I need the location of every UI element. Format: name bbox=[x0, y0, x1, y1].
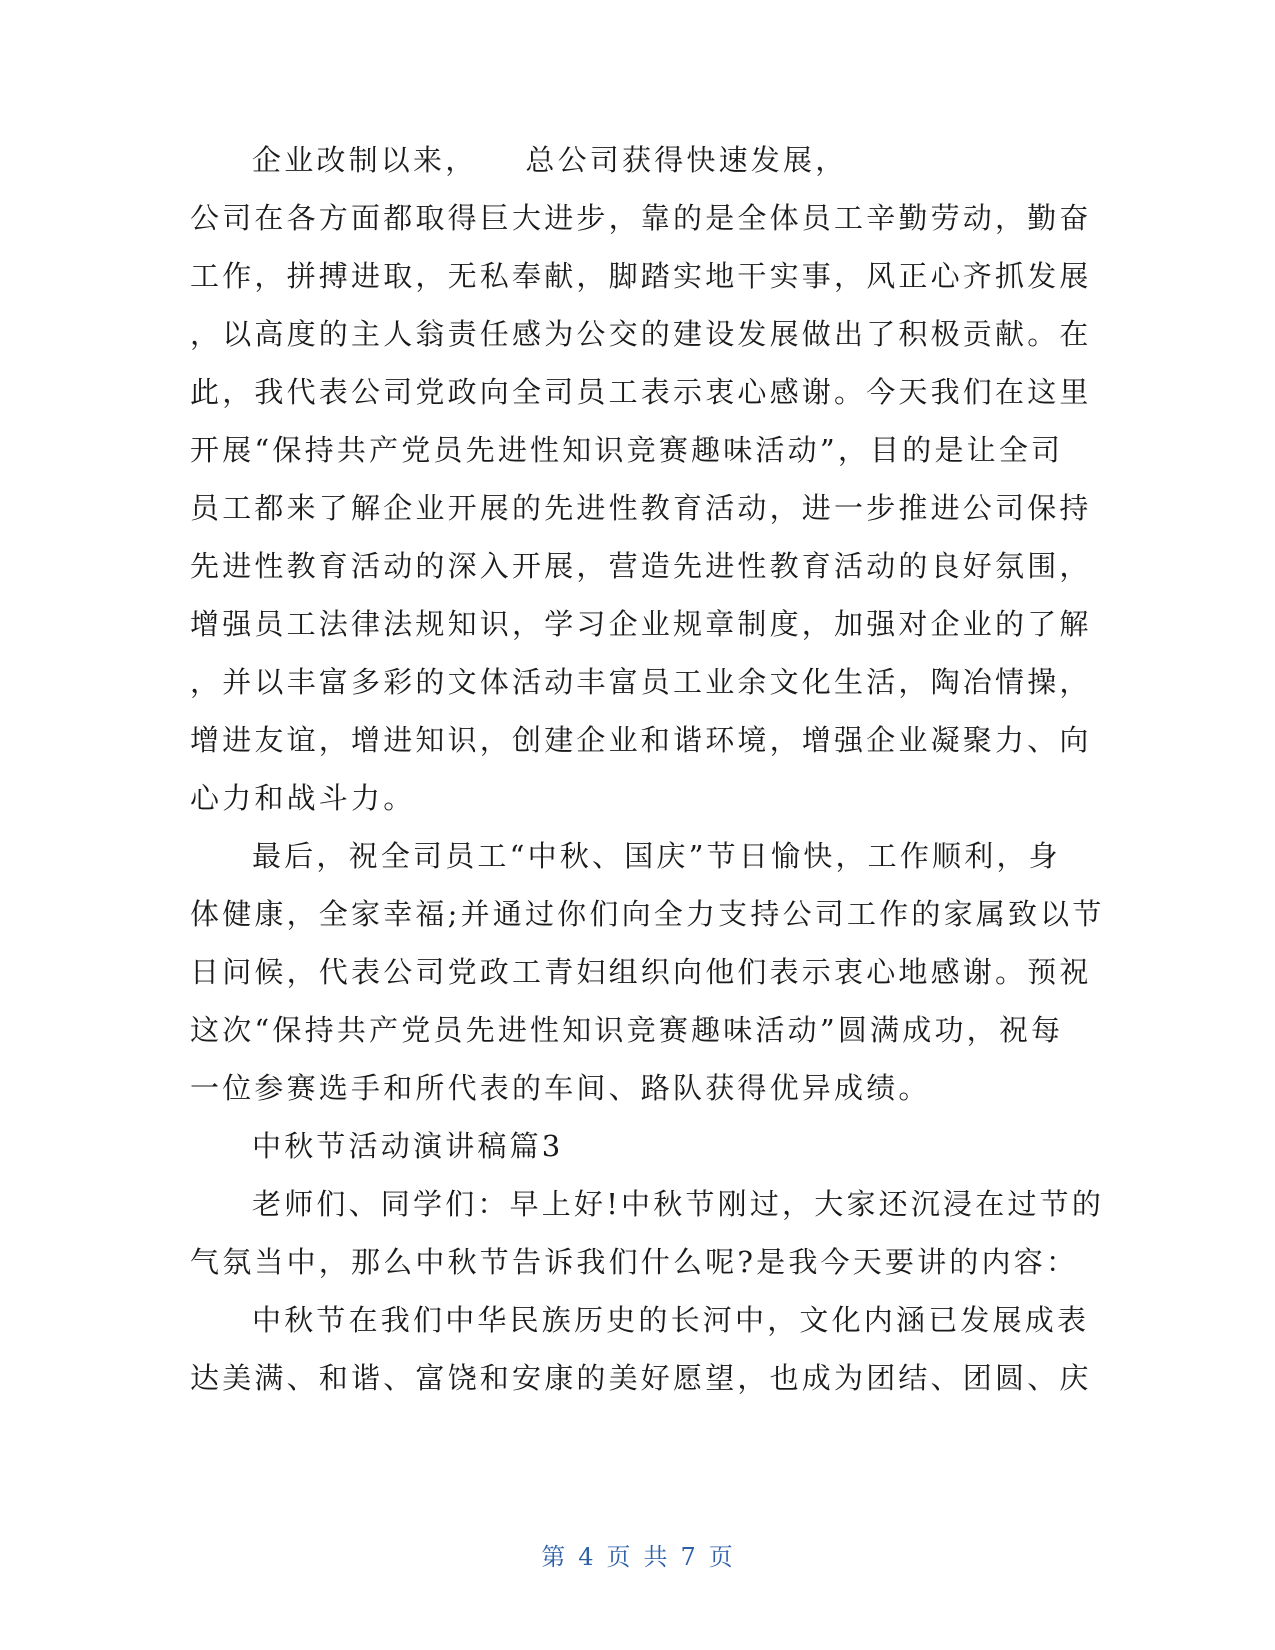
paragraph-line: 一位参赛选手和所代表的车间、路队获得优异成绩。 bbox=[190, 1071, 931, 1105]
text-segment: 总公司获得快速发展， bbox=[525, 143, 848, 177]
paragraph-line: 体健康，全家幸福;并通过你们向全力支持公司工作的家属致以节 bbox=[190, 897, 1105, 931]
paragraph-line: 增强员工法律法规知识，学习企业规章制度，加强对企业的了解 bbox=[190, 607, 1092, 641]
total-pages-number: 7 bbox=[680, 1543, 697, 1571]
paragraph-line: 此，我代表公司党政向全司员工表示衷心感谢。今天我们在这里 bbox=[190, 375, 1092, 409]
page-footer bbox=[0, 1537, 1275, 1572]
text-segment: 企业改制以来， bbox=[252, 143, 478, 177]
section-heading: 中秋节活动演讲稿篇3 bbox=[252, 1129, 564, 1163]
paragraph-line: 气氛当中，那么中秋节告诉我们什么呢?是我今天要讲的内容： bbox=[190, 1245, 1079, 1279]
footer-suffix: 页 bbox=[708, 1543, 734, 1571]
footer-total-prefix: 共 bbox=[643, 1543, 669, 1571]
paragraph-line: ，并以丰富多彩的文体活动丰富员工业余文化生活，陶冶情操， bbox=[190, 665, 1092, 699]
paragraph-line: 老师们、同学们：早上好!中秋节刚过，大家还沉浸在过节的 bbox=[252, 1187, 1105, 1221]
paragraph-line: 最后，祝全司员工“中秋、国庆”节日愉快，工作顺利，身 bbox=[252, 839, 1061, 873]
current-page-number: 4 bbox=[578, 1543, 595, 1571]
paragraph-line: 工作，拼搏进取，无私奉献，脚踏实地干实事，风正心齐抓发展 bbox=[190, 259, 1092, 293]
paragraph-line: 达美满、和谐、富饶和安康的美好愿望，也成为团结、团圆、庆 bbox=[190, 1361, 1092, 1395]
paragraph-line: 开展“保持共产党员先进性知识竞赛趣味活动”，目的是让全司 bbox=[190, 433, 1064, 467]
paragraph-line: 增进友谊，增进知识，创建企业和谐环境，增强企业凝聚力、向 bbox=[190, 723, 1092, 757]
footer-mid: 页 bbox=[606, 1543, 632, 1571]
paragraph-line: 心力和战斗力。 bbox=[190, 781, 416, 815]
paragraph-line: 公司在各方面都取得巨大进步，靠的是全体员工辛勤劳动，勤奋 bbox=[190, 201, 1092, 235]
paragraph-line bbox=[252, 140, 847, 180]
paragraph-line: 日问候，代表公司党政工青妇组织向他们表示衷心地感谢。预祝 bbox=[190, 955, 1092, 989]
paragraph-line: 中秋节在我们中华民族历史的长河中，文化内涵已发展成表 bbox=[252, 1303, 1090, 1337]
paragraph-line: 这次“保持共产党员先进性知识竞赛趣味活动”圆满成功，祝每 bbox=[190, 1013, 1064, 1047]
footer-prefix: 第 bbox=[541, 1543, 567, 1571]
paragraph-line: 先进性教育活动的深入开展，营造先进性教育活动的良好氛围， bbox=[190, 549, 1092, 583]
paragraph-line: 员工都来了解企业开展的先进性教育活动，进一步推进公司保持 bbox=[190, 491, 1092, 525]
paragraph-line: ，以高度的主人翁责任感为公交的建设发展做出了积极贡献。在 bbox=[190, 317, 1092, 351]
